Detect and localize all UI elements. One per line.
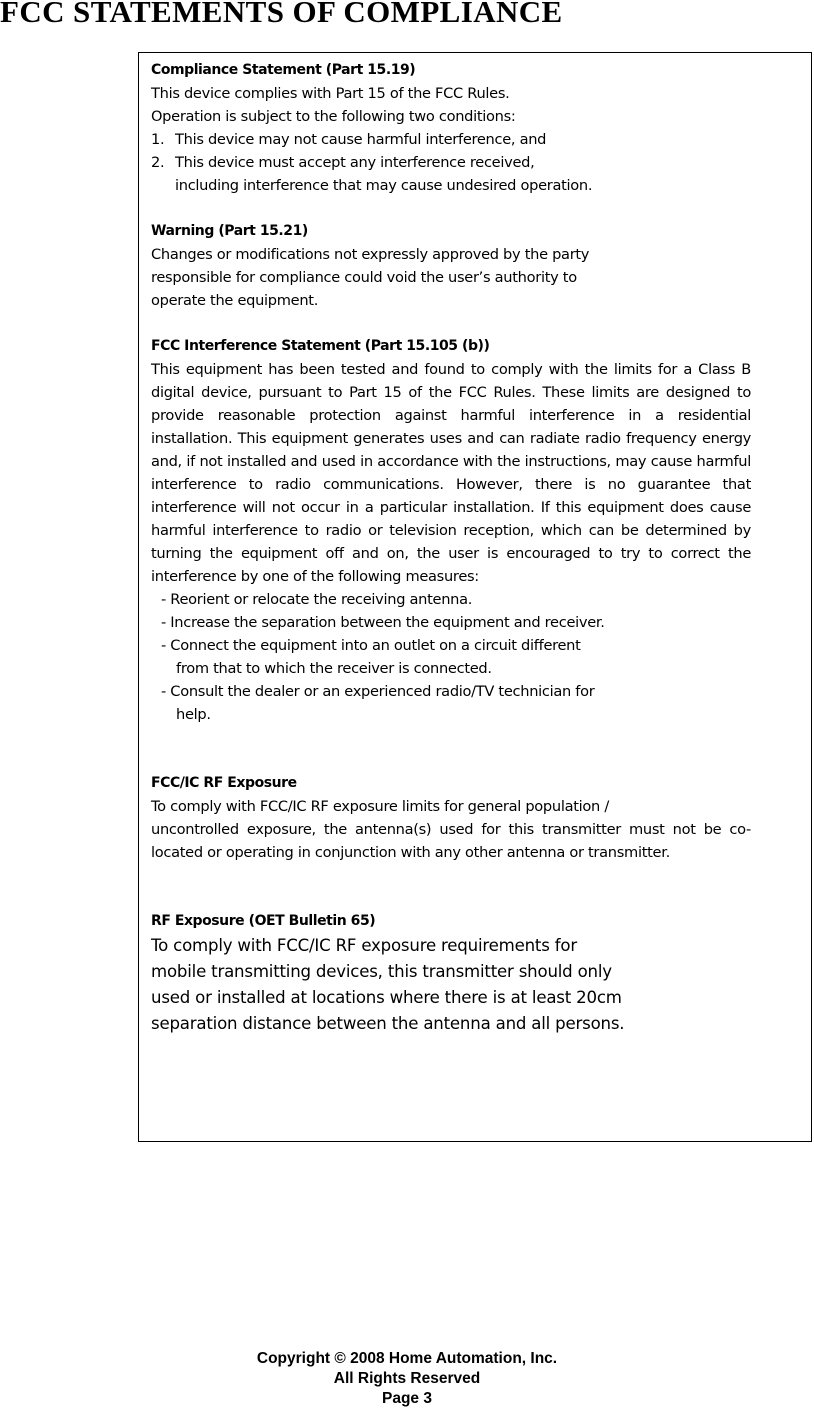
measure-item: - Reorient or relocate the receiving antenna. (161, 591, 473, 608)
oet-section (151, 910, 751, 1037)
condition-number: 2. (151, 154, 165, 171)
page-number: Page 3 (382, 1390, 432, 1407)
warning-section (151, 220, 751, 312)
condition-item (151, 128, 751, 151)
condition-text: This device may not cause harmful interference, and (175, 131, 547, 148)
oet-line: used or installed at locations where there is at least 20cm (151, 988, 622, 1007)
rf-exposure-paragraph: uncontrolled exposure, the antenna(s) used for this transmitter must not be co-located or operating in conjunction with any other antenna or transmitter. (151, 821, 751, 861)
rf-exposure-line: To comply with FCC/IC RF exposure limits for general population / (151, 798, 609, 815)
page-footer (0, 1349, 814, 1409)
measure-item: - Consult the dealer or an experienced radio/TV technician for (161, 683, 595, 700)
condition-text-continued: including interference that may cause undesired operation. (175, 177, 593, 194)
compliance-box (138, 52, 812, 1142)
compliance-section (151, 59, 751, 197)
oet-line: mobile transmitting devices, this transmitter should only (151, 962, 612, 981)
warning-heading: Warning (Part 15.21) (151, 223, 308, 239)
oet-heading: RF Exposure (OET Bulletin 65) (151, 913, 376, 929)
warning-line: responsible for compliance could void the user’s authority to (151, 269, 577, 286)
condition-text: This device must accept any interference received, (175, 154, 535, 171)
rf-exposure-heading: FCC/IC RF Exposure (151, 775, 297, 791)
measure-item-continued: help. (176, 706, 211, 723)
warning-line: Changes or modifications not expressly approved by the party (151, 246, 590, 263)
rights-text: All Rights Reserved (333, 1370, 481, 1387)
measure-item: - Increase the separation between the equipment and receiver. (161, 614, 605, 631)
oet-line: To comply with FCC/IC RF exposure requirements for (151, 936, 577, 955)
page-title: FCC STATEMENTS OF COMPLIANCE (0, 0, 563, 29)
interference-heading: FCC Interference Statement (Part 15.105 (b)) (151, 338, 490, 354)
measure-item-continued: from that to which the receiver is connected. (176, 660, 492, 677)
warning-line: operate the equipment. (151, 292, 319, 309)
compliance-heading: Compliance Statement (Part 15.19) (151, 62, 416, 78)
rf-exposure-section (151, 772, 751, 864)
compliance-line: This device complies with Part 15 of the FCC Rules. (151, 85, 510, 102)
measure-item: - Connect the equipment into an outlet on a circuit different (161, 637, 581, 654)
condition-item (151, 151, 751, 174)
interference-section (151, 335, 751, 726)
condition-number: 1. (151, 131, 165, 148)
copyright-text: Copyright © 2008 Home Automation, Inc. (256, 1350, 558, 1367)
interference-paragraph: This equipment has been tested and found to comply with the limits for a Class B digital device, pursuant to Part 15 of the FCC Rules. These limits are designed to provide reasonable protection against harmful interference in a residential installation. This equipment generates uses and can radiate radio frequency energy and, if not installed and used in accordance with the instructions, may cause harmful interference to radio communications. However, there is no guarantee that interference will not occur in a particular installation. If this equipment does cause harmful interference to radio or television reception, which can be determined by turning the equipment off and on, the user is encouraged to try to correct the interference by one of the following measures: (151, 361, 751, 585)
compliance-line: Operation is subject to the following two conditions: (151, 108, 516, 125)
oet-line: separation distance between the antenna and all persons. (151, 1014, 625, 1033)
